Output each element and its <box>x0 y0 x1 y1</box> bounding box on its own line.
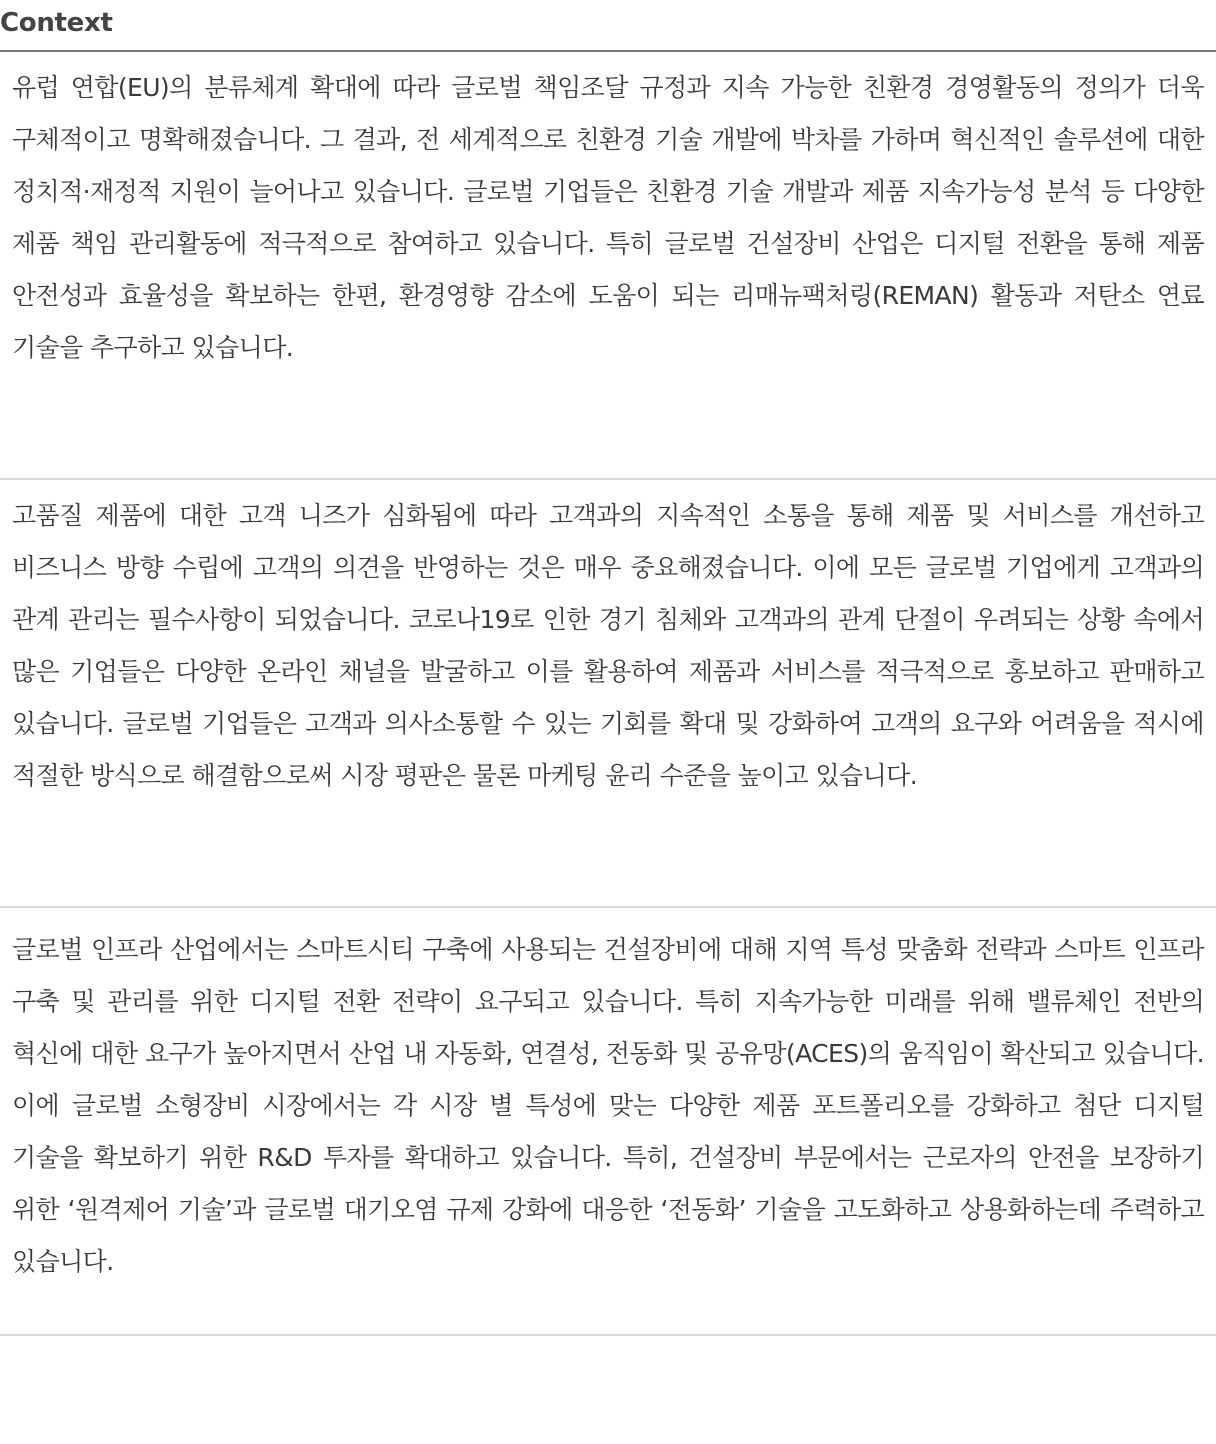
section-header <box>0 0 1216 52</box>
page-title: Context <box>0 8 113 38</box>
context-section-customer-relations <box>0 480 1216 908</box>
section-paragraph: 글로벌 인프라 산업에서는 스마트시티 구축에 사용되는 건설장비에 대해 지역 특성 맞춤화 전략과 스마트 인프라 구축 및 관리를 위한 디지털 전환 전략이 요구되고 있습니다. 특히 지속가능한 미래를 위해 밸류체인 전반의 혁신에 대한 요구가 높아지면서 산업 내 자동화, 연결성, 전동화 및 공유망(ACES)의 움직임이 확산되고 있습니다. 이에 글로벌 소형장비 시장에서는 각 시장 별 특성에 맞는 다양한 제품 포트폴리오를 강화하고 첨단 디지털 기술을 확보하기 위한 R&D 투자를 확대하고 있습니다. 특히, 건설장비 부문에서는 근로자의 안전을 보장하기 위한 ‘원격제어 기술’과 글로벌 대기오염 규제 강화에 대응한 ‘전동화’ 기술을 고도화하고 상용화하는데 주력하고 있습니다. <box>12 935 1204 1276</box>
context-section-product-responsibility <box>0 52 1216 480</box>
context-section-infrastructure <box>0 908 1216 1336</box>
section-paragraph: 유럽 연합(EU)의 분류체계 확대에 따라 글로벌 책임조달 규정과 지속 가능한 친환경 경영활동의 정의가 더욱 구체적이고 명확해졌습니다. 그 결과, 전 세계적으로 친환경 기술 개발에 박차를 가하며 혁신적인 솔루션에 대한 정치적·재정적 지원이 늘어나고 있습니다. 글로벌 기업들은 친환경 기술 개발과 제품 지속가능성 분석 등 다양한 제품 책임 관리활동에 적극적으로 참여하고 있습니다. 특히 글로벌 건설장비 산업은 디지털 전환을 통해 제품 안전성과 효율성을 확보하는 한편, 환경영향 감소에 도움이 되는 리매뉴팩처링(REMAN) 활동과 저탄소 연료 기술을 추구하고 있습니다. <box>12 73 1204 362</box>
section-paragraph: 고품질 제품에 대한 고객 니즈가 심화됨에 따라 고객과의 지속적인 소통을 통해 제품 및 서비스를 개선하고 비즈니스 방향 수립에 고객의 의견을 반영하는 것은 매우 중요해졌습니다. 이에 모든 글로벌 기업에게 고객과의 관계 관리는 필수사항이 되었습니다. 코로나19로 인한 경기 침체와 고객과의 관계 단절이 우려되는 상황 속에서 많은 기업들은 다양한 온라인 채널을 발굴하고 이를 활용하여 제품과 서비스를 적극적으로 홍보하고 판매하고 있습니다. 글로벌 기업들은 고객과 의사소통할 수 있는 기회를 확대 및 강화하여 고객의 요구와 어려움을 적시에 적절한 방식으로 해결함으로써 시장 평판은 물론 마케팅 윤리 수준을 높이고 있습니다. <box>12 501 1204 790</box>
